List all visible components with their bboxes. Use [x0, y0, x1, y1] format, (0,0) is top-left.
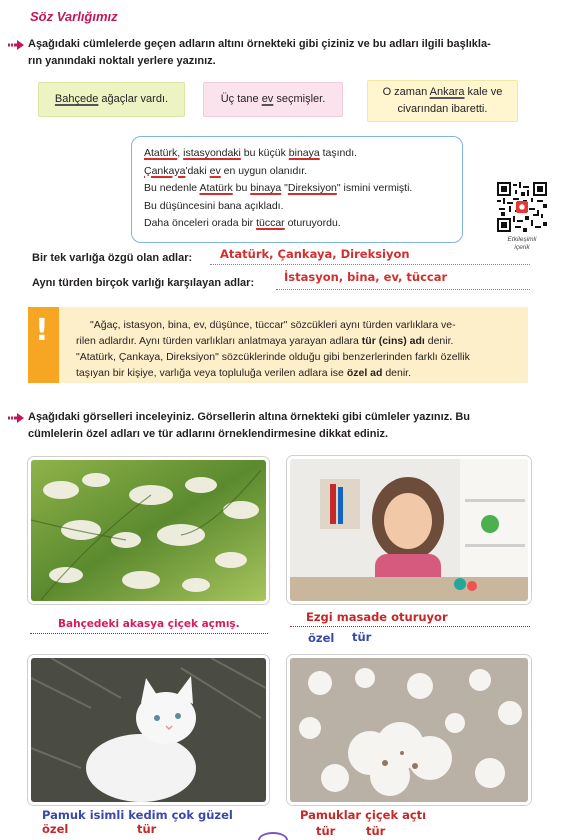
task1-line2: rın yanındaki noktalı yerlere yazınız.	[28, 55, 216, 67]
photo-acacia-flowers	[28, 457, 269, 604]
example-box-3	[367, 80, 518, 122]
underlined-noun: Çankaya	[144, 164, 186, 177]
note-line-2	[76, 335, 453, 347]
tag-tur: tür	[316, 824, 336, 838]
tag-ozel: özel	[308, 631, 335, 645]
text-fragment: 'daki	[185, 164, 210, 177]
tag-tur: tür	[366, 824, 386, 838]
note-fragment: taşıyan bir kişiye, varlığa veya topluluğa verilen adlara ise	[76, 367, 347, 379]
text-fragment: "	[281, 182, 288, 194]
qr-label-line2: içerik	[514, 244, 530, 251]
task2-instruction	[28, 409, 548, 443]
qr-code-icon[interactable]	[497, 182, 547, 232]
example-box-2	[203, 82, 343, 117]
caption-photo-1[interactable]: Bahçedeki akasya çiçek açmış.	[58, 618, 240, 630]
example2-underlined: ev	[261, 93, 274, 105]
text-line-3	[144, 180, 450, 198]
photo-girl-at-desk	[287, 456, 531, 604]
text-line-2	[144, 163, 450, 181]
text-fragment: bu küçük	[240, 147, 289, 159]
question-common-nouns-label: Aynı türden birçok varlığı karşılayan adlar:	[32, 277, 255, 289]
tag-tur: tür	[137, 822, 157, 836]
info-note-text	[76, 317, 522, 381]
tag-ozel: özel	[42, 822, 69, 836]
arrow-right-icon	[8, 40, 24, 50]
task2-line1: Aşağıdaki görselleri inceleyiniz. Görsellerin altına örnekteki gibi cümleler yazınız. Bu	[28, 411, 470, 423]
qr-label	[492, 236, 552, 252]
note-term-proper: özel ad	[346, 367, 383, 379]
text-fragment: ,	[177, 147, 184, 159]
example1-rest: ağaçlar vardı.	[98, 93, 169, 105]
underlined-noun: Atatürk	[199, 182, 233, 194]
text-line-1	[144, 145, 450, 163]
underlined-noun: istasyondaki	[183, 147, 241, 159]
note-line-4	[76, 367, 411, 379]
note-fragment: rilen adlardır. Aynı türden varlıkları anlatmaya yarayan adlara	[76, 335, 362, 347]
note-line-1: "Ağaç, istasyon, bina, ev, düşünce, tüccar" sözcükleri aynı türden varlıklara ve-	[90, 319, 456, 331]
caption-photo-4[interactable]: Pamuklar çiçek açtı	[300, 808, 427, 822]
arrow-right-icon	[8, 413, 24, 423]
section-title: Söz Varlığımız	[30, 9, 118, 24]
page-number-tab	[258, 832, 288, 840]
caption-photo-3[interactable]: Pamuk isimli kedim çok güzel	[42, 808, 233, 822]
text-fragment: oturuyordu.	[284, 217, 341, 229]
photo-white-cat	[28, 655, 269, 805]
reading-text-box	[131, 136, 463, 243]
example2-after: seçmişler.	[273, 93, 326, 105]
text-fragment: taşındı.	[319, 147, 358, 159]
text-line-5	[144, 215, 450, 233]
caption-line-2	[290, 626, 530, 627]
underlined-noun: tüccar	[256, 217, 285, 229]
answer-line-2	[276, 289, 530, 290]
qr-label-line1: Etkileşimli	[507, 236, 537, 243]
text-fragment: " ismini vermişti.	[336, 182, 413, 194]
task2-line2: cümlelerin özel adları ve tür adlarını örneklendirmesine dikkat ediniz.	[28, 428, 389, 440]
underlined-noun: binaya	[250, 182, 282, 194]
caption-photo-2[interactable]: Ezgi masade oturuyor	[306, 610, 448, 624]
example1-underlined: Bahçede	[54, 93, 99, 105]
exclamation-icon: !	[35, 313, 49, 348]
text-fragment: Daha önceleri orada bir	[144, 217, 257, 229]
example3-line2: civarından ibaretti.	[397, 103, 488, 115]
underlined-noun: Direksiyon	[287, 182, 337, 194]
example3-after: kale ve	[464, 86, 503, 98]
note-fragment: denir.	[424, 335, 454, 347]
underlined-noun: Atatürk	[144, 147, 178, 159]
answer-line-1	[210, 264, 530, 265]
underlined-noun: ev	[209, 164, 221, 177]
note-line-3: "Atatürk, Çankaya, Direksiyon" sözcüklerinde olduğu gibi benzerlerinden farklı özellik	[76, 351, 470, 363]
text-line-4: Bu düşüncesini bana açıkladı.	[144, 199, 284, 212]
task1-line1: Aşağıdaki cümlelerde geçen adların altını örnekteki gibi çiziniz ve bu adları ilgili başlıkla-	[28, 38, 491, 50]
note-term-common: tür (cins) adı	[361, 335, 425, 347]
example3-before: O zaman	[382, 86, 430, 98]
photo-cotton	[287, 655, 531, 805]
text-fragment: bu	[232, 182, 251, 194]
example3-underlined: Ankara	[429, 86, 465, 98]
answer-common-nouns[interactable]: İstasyon, bina, ev, tüccar	[284, 270, 448, 284]
text-fragment: en uygun olanıdır.	[220, 164, 308, 177]
caption-line-1	[30, 633, 268, 634]
example2-before: Üç tane	[220, 93, 262, 105]
example-box-1	[38, 82, 185, 117]
text-fragment: Bu nedenle	[144, 182, 200, 194]
underlined-noun: binaya	[288, 147, 320, 159]
question-proper-nouns-label: Bir tek varlığa özgü olan adlar:	[32, 252, 193, 264]
tag-tur: tür	[352, 630, 372, 644]
task1-instruction	[28, 36, 548, 70]
note-fragment: denir.	[382, 367, 412, 379]
answer-proper-nouns[interactable]: Atatürk, Çankaya, Direksiyon	[220, 247, 410, 261]
